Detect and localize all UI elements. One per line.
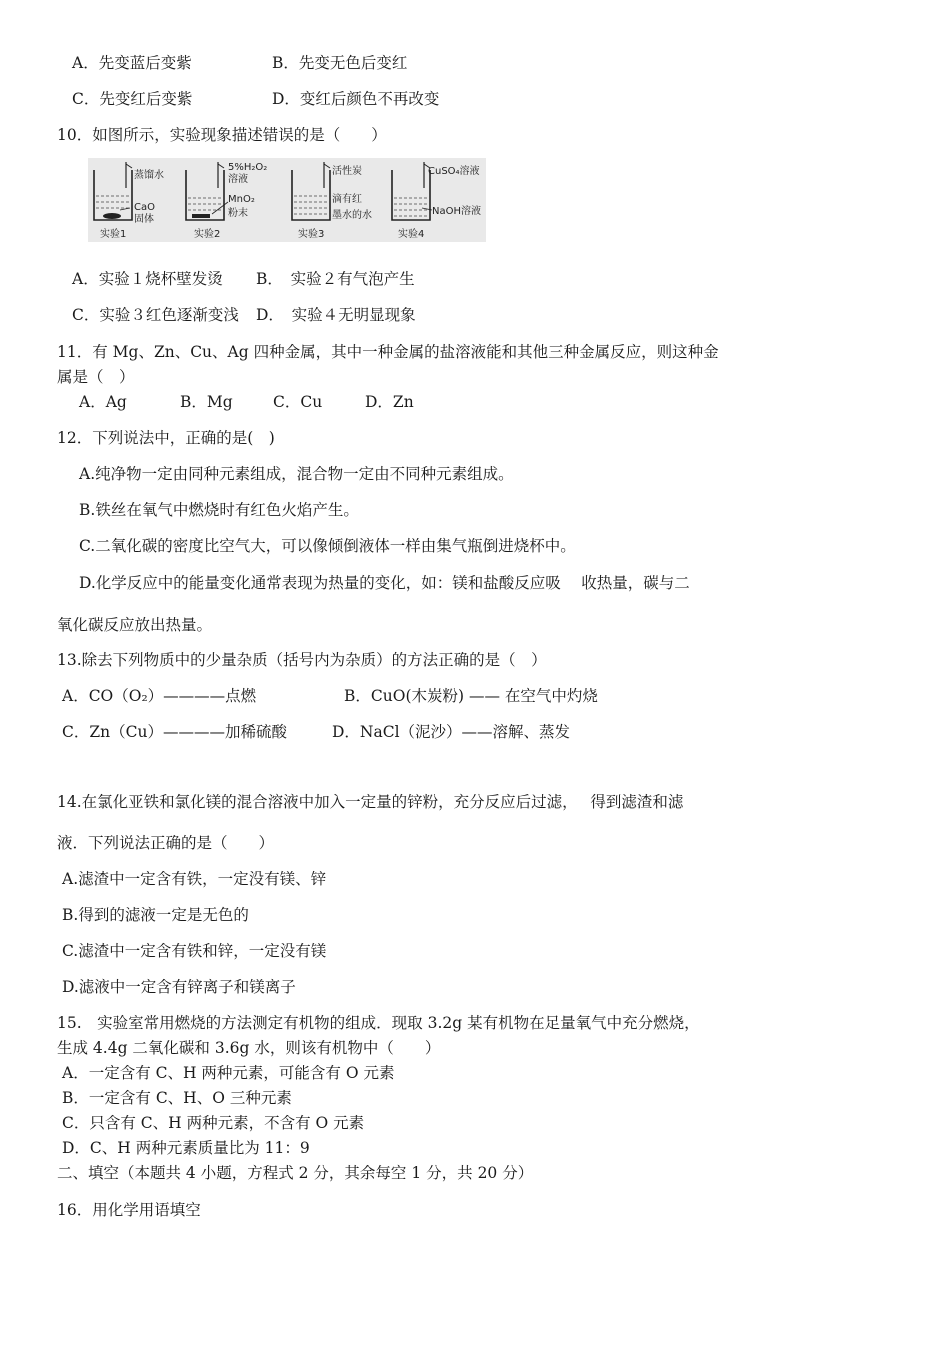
experiment-3-beaker (292, 162, 330, 220)
exp2-side-label-2: 粉末 (228, 208, 248, 219)
section-2-heading: 二、填空（本题共 4 小题，方程式 2 分，其余每空 1 分，共 20 分） (57, 1164, 534, 1182)
q12-option-d-line-2: 氧化碳反应放出热量。 (57, 616, 213, 634)
exp1-side-label-1: CaO (134, 202, 155, 213)
q14-stem-line-1: 14.在氯化亚铁和氯化镁的混合溶液中加入一定量的锌粉，充分反应后过滤， 得到滤渣和滤 (57, 793, 684, 811)
q12-stem: 12．下列说法中，正确的是( ) (57, 429, 275, 447)
q12-option-c: C.二氧化碳的密度比空气大，可以像倾倒液体一样由集气瓶倒进烧杯中。 (79, 537, 576, 555)
q11-option-a: A．Ag (79, 393, 127, 411)
q11-option-b: B．Mg (180, 393, 233, 411)
q15-stem-line-1: 15. 实验室常用燃烧的方法测定有机物的组成．现取 3.2g 某有机物在足量氧气中充分燃烧， (57, 1014, 700, 1032)
q15-option-d: D．C、H 两种元素质量比为 11：9 (62, 1139, 310, 1157)
q14-option-a: A.滤渣中一定含有铁，一定没有镁、锌 (62, 870, 327, 888)
q13-option-a: A．CO（O₂）————点燃 (62, 687, 257, 705)
q9-option-b: B．先变无色后变红 (272, 54, 408, 72)
experiment-2-beaker (186, 162, 228, 220)
exp3-label: 实验3 (298, 229, 325, 240)
q13-stem: 13.除去下列物质中的少量杂质（括号内为杂质）的方法正确的是（ ） (57, 651, 547, 669)
exp1-side-label-2: 固体 (134, 214, 154, 225)
q14-option-b: B.得到的滤液一定是无色的 (62, 906, 249, 924)
exp1-top-label: 蒸馏水 (134, 170, 164, 181)
q10-stem: 10．如图所示，实验现象描述错误的是（ ） (57, 126, 387, 144)
q10-option-a: A．实验１烧杯壁发烫 (72, 270, 223, 288)
q10-option-c: C．实验３红色逐渐变浅 (72, 306, 239, 324)
exp2-top-label-1: 5%H₂O₂ (228, 162, 268, 173)
q14-option-c: C.滤渣中一定含有铁和锌，一定没有镁 (62, 942, 327, 960)
q13-option-c: C．Zn（Cu）————加稀硫酸 (62, 723, 287, 741)
q12-option-a: A.纯净物一定由同种元素组成，混合物一定由不同种元素组成。 (79, 465, 514, 483)
q12-option-b: B.铁丝在氧气中燃烧时有红色火焰产生。 (79, 501, 359, 519)
q9-option-a: A．先变蓝后变紫 (72, 54, 192, 72)
q15-option-b: B．一定含有 C、H、O 三种元素 (62, 1089, 292, 1107)
exp3-side-label-1: 滴有红 (332, 194, 362, 205)
experiment-figure (88, 158, 486, 242)
exp3-side-label-2: 墨水的水 (332, 210, 372, 221)
q10-option-d: D． 实验４无明显现象 (256, 306, 416, 324)
q11-option-c: C．Cu (273, 393, 323, 411)
exp3-top-label: 活性炭 (332, 166, 362, 177)
q13-option-b: B．CuO(木炭粉) —— 在空气中灼烧 (344, 687, 598, 705)
q11-option-d: D．Zn (365, 393, 414, 411)
q10-option-b: B． 实验２有气泡产生 (256, 270, 415, 288)
q12-option-d-line-1: D.化学反应中的能量变化通常表现为热量的变化，如：镁和盐酸反应吸 收热量，碳与二 (79, 574, 690, 592)
exp1-label: 实验1 (100, 229, 127, 240)
q11-stem-line-2: 属是（ ） (57, 368, 135, 386)
q16-stem: 16．用化学用语填空 (57, 1201, 201, 1219)
q15-option-c: C．只含有 C、H 两种元素，不含有 O 元素 (62, 1114, 365, 1132)
q14-stem-line-2: 液．下列说法正确的是（ ） (57, 834, 275, 852)
experiment-4-beaker (392, 162, 432, 220)
q9-option-d: D．变红后颜色不再改变 (272, 90, 440, 108)
q15-option-a: A．一定含有 C、H 两种元素，可能含有 O 元素 (62, 1064, 395, 1082)
q11-stem-line-1: 11．有 Mg、Zn、Cu、Ag 四种金属，其中一种金属的盐溶液能和其他三种金属反应，则这种金 (57, 343, 719, 361)
exp4-side-label: NaOH溶液 (432, 206, 481, 217)
q14-option-d: D.滤液中一定含有锌离子和镁离子 (62, 978, 296, 996)
q9-option-c: C．先变红后变紫 (72, 90, 193, 108)
exp4-label: 实验4 (398, 229, 425, 240)
exp2-top-label-2: 溶液 (228, 174, 248, 185)
q13-option-d: D．NaCl（泥沙）——溶解、蒸发 (332, 723, 571, 741)
exp2-side-label-1: MnO₂ (228, 194, 255, 205)
exp4-top-label: CuSO₄溶液 (428, 166, 480, 177)
exp2-label: 实验2 (194, 229, 221, 240)
q15-stem-line-2: 生成 4.4g 二氧化碳和 3.6g 水，则该有机物中（ ） (57, 1039, 441, 1057)
experiment-1-beaker (94, 162, 132, 220)
